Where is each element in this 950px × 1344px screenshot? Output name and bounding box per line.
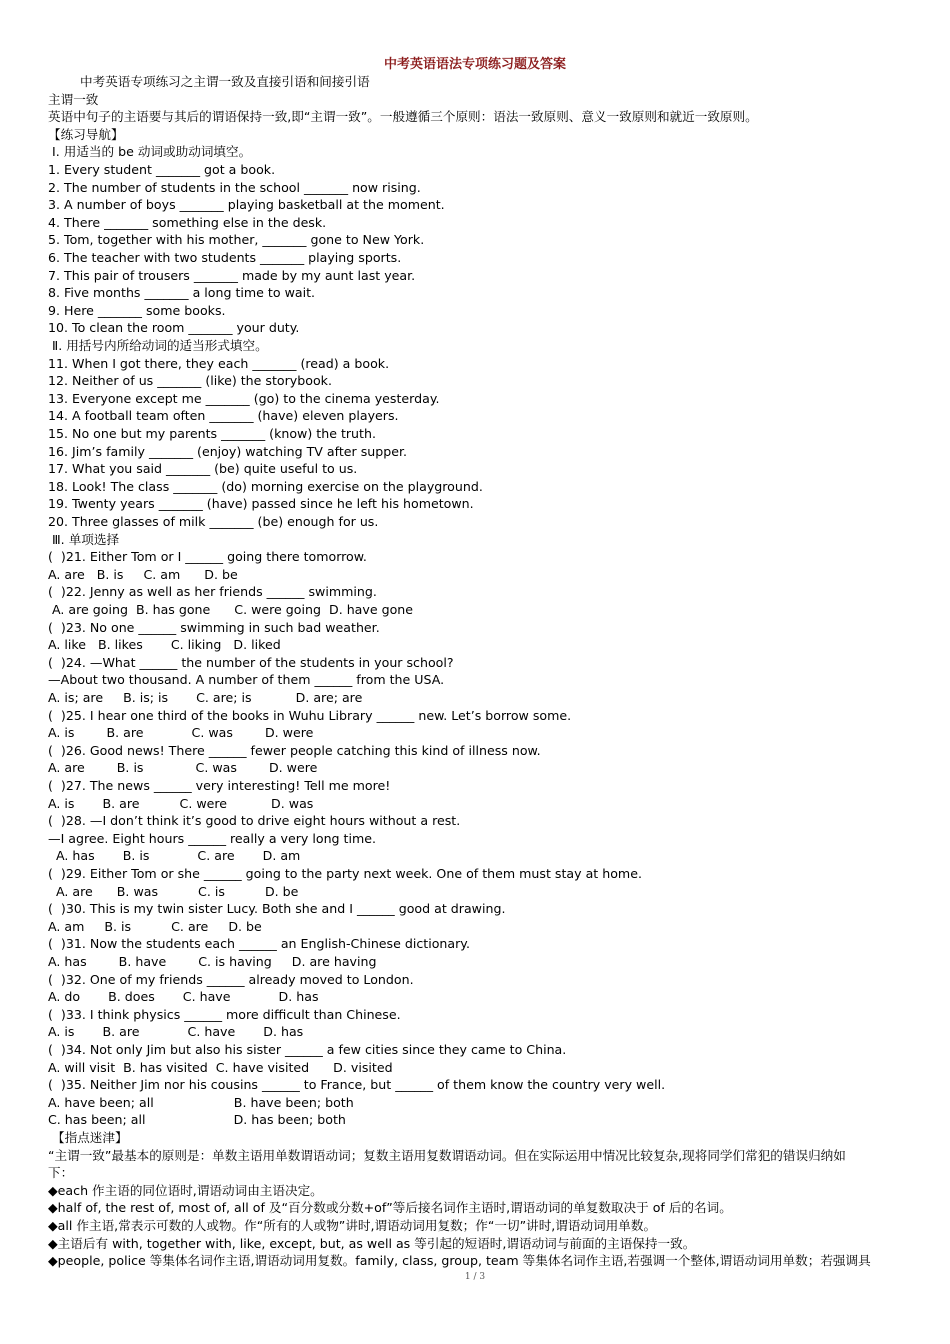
text-line: A. are B. was C. is D. be — [48, 883, 299, 899]
text-line: ( )33. I think physics ______ more difficult than Chinese. — [48, 1006, 401, 1022]
text-line: A. are B. is C. was D. were — [48, 760, 318, 776]
text-line: 13. Everyone except me _______ (go) to the cinema yesterday. — [48, 390, 440, 406]
text-line: ( )27. The news ______ very interesting! Tell me more! — [48, 778, 391, 793]
text-line: A. has B. is C. are D. am — [48, 848, 301, 864]
text-line: ( )26. Good news! There ______ fewer people catching this kind of illness now. — [48, 742, 541, 758]
text-line: Ⅲ. 单项选择 — [48, 531, 120, 547]
text-line: 16. Jim’s family _______ (enjoy) watching TV after supper. — [48, 443, 408, 459]
text-line: ( )22. Jenny as well as her friends ______ swimming. — [48, 584, 377, 600]
text-line: 5. Tom, together with his mother, _______ gone to New York. — [48, 232, 425, 248]
text-line: ( )35. Neither Jim nor his cousins ______ to France, but ______ of them know the country very well. — [48, 1077, 666, 1093]
text-line: ◆主语后有 with, together with, like, except, but, as well as 等引起的短语时,谓语动词与前面的主语保持一致。 — [48, 1235, 696, 1251]
text-line: A. has B. have C. is having D. are having — [48, 954, 377, 969]
text-line: A. have been; all B. have been; both — [48, 1094, 354, 1110]
text-line: 英语中句子的主语要与其后的谓语保持一致,即“主谓一致”。一般遵循三个原则：语法一致原则、意义一致原则和就近一致原则。 — [48, 109, 758, 125]
text-line: —I agree. Eight hours ______ really a very long time. — [48, 830, 377, 846]
text-line: ( )34. Not only Jim but also his sister ______ a few cities since they came to China. — [48, 1042, 567, 1057]
text-line: 12. Neither of us _______ (like) the storybook. — [48, 373, 332, 389]
text-line: A. is B. are C. have D. has — [48, 1024, 304, 1040]
text-line: ( )29. Either Tom or she ______ going to the party next week. One of them must stay at home. — [48, 866, 642, 881]
text-line: 11. When I got there, they each _______ (read) a book. — [48, 355, 390, 371]
text-line: 8. Five months _______ a long time to wait. — [48, 285, 316, 301]
text-line: A. is; are B. is; is C. are; is D. are; are — [48, 690, 363, 705]
text-line: A. am B. is C. are D. be — [48, 918, 262, 934]
text-line: ( )31. Now the students each ______ an English-Chinese dictionary. — [48, 936, 470, 952]
text-line: —About two thousand. A number of them ______ from the USA. — [48, 672, 445, 688]
text-line: 9. Here _______ some books. — [48, 302, 226, 318]
text-line: ◆half of, the rest of, most of, all of 及“百分数或分数+of”等后接名词作主语时,谓语动词的单复数取决于 of 后的名词。 — [48, 1200, 732, 1216]
text-line: 3. A number of boys _______ playing basketball at the moment. — [48, 197, 445, 213]
text-line: A. do B. does C. have D. has — [48, 989, 319, 1005]
text-line: ◆each 作主语的同位语时,谓语动词由主语决定。 — [48, 1182, 323, 1198]
text-line: 【练习导航】 — [48, 126, 124, 142]
text-line: A. will visit B. has visited C. have visited D. visited — [48, 1059, 393, 1075]
text-line: A. are B. is C. am D. be — [48, 566, 238, 582]
text-line: ( )21. Either Tom or I ______ going there tomorrow. — [48, 549, 367, 565]
text-line: 15. No one but my parents _______ (know) the truth. — [48, 426, 376, 441]
text-line: 4. There _______ something else in the desk. — [48, 214, 327, 230]
text-line: 14. A football team often _______ (have) eleven players. — [48, 408, 399, 424]
text-line: A. are going B. has gone C. were going D. have gone — [48, 602, 414, 617]
text-line: ◆people, police 等集体名词作主语,谓语动词用复数。family, class, group, team 等集体名词作主语,若强调一个整体,谓语动词用单数；若强调具 — [48, 1253, 871, 1269]
text-line: 【指点迷津】 — [48, 1130, 128, 1145]
text-line: “主谓一致”最基本的原则是：单数主语用单数谓语动词；复数主语用复数谓语动词。但在实际运用中情况比较复杂,现将同学们常犯的错误归纳如 — [48, 1147, 846, 1163]
text-line: ( )30. This is my twin sister Lucy. Both she and I ______ good at drawing. — [48, 901, 506, 917]
text-line: 主谓一致 — [48, 91, 99, 107]
text-line: 6. The teacher with two students _______ playing sports. — [48, 250, 402, 265]
text-line: 7. This pair of trousers _______ made by my aunt last year. — [48, 267, 416, 283]
document-title: 中考英语语法专项练习题及答案 — [383, 57, 566, 72]
text-line: ( )28. —I don’t think it’s good to drive eight hours without a rest. — [48, 813, 461, 829]
text-line: ( )24. —What ______ the number of the students in your school? — [48, 654, 454, 670]
text-line: ( )23. No one ______ swimming in such bad weather. — [48, 619, 380, 635]
text-line: 10. To clean the room _______ your duty. — [48, 320, 300, 336]
text-line: A. like B. likes C. liking D. liked — [48, 637, 281, 653]
text-line: 1. Every student _______ got a book. — [48, 162, 276, 177]
text-line: Ⅰ. 用适当的 be 动词或助动词填空。 — [48, 144, 252, 160]
text-line: ( )25. I hear one third of the books in Wuhu Library ______ new. Let’s borrow some. — [48, 707, 572, 723]
text-line: ◆all 作主语,常表示可数的人或物。作“所有的人或物”讲时,谓语动词用复数；作“一切”讲时,谓语动词用单数。 — [48, 1218, 657, 1233]
text-line: 19. Twenty years _______ (have) passed since he left his hometown. — [48, 496, 474, 512]
text-line: Ⅱ. 用括号内所给动词的适当形式填空。 — [48, 338, 268, 353]
text-line: 2. The number of students in the school _______ now rising. — [48, 179, 421, 195]
text-line: A. is B. are C. were D. was — [48, 795, 314, 811]
text-line: 20. Three glasses of milk _______ (be) enough for us. — [48, 514, 379, 529]
text-line: 17. What you said _______ (be) quite useful to us. — [48, 461, 358, 477]
text-line: 中考英语专项练习之主谓一致及直接引语和间接引语 — [48, 74, 370, 89]
text-line: 18. Look! The class _______ (do) morning exercise on the playground. — [48, 478, 483, 494]
text-line: 下： — [48, 1165, 74, 1181]
text-line: ( )32. One of my friends ______ already moved to London. — [48, 971, 414, 987]
text-line: C. has been; all D. has been; both — [48, 1112, 346, 1128]
page-number: 1 / 3 — [464, 1272, 486, 1282]
text-line: A. is B. are C. was D. were — [48, 725, 314, 741]
